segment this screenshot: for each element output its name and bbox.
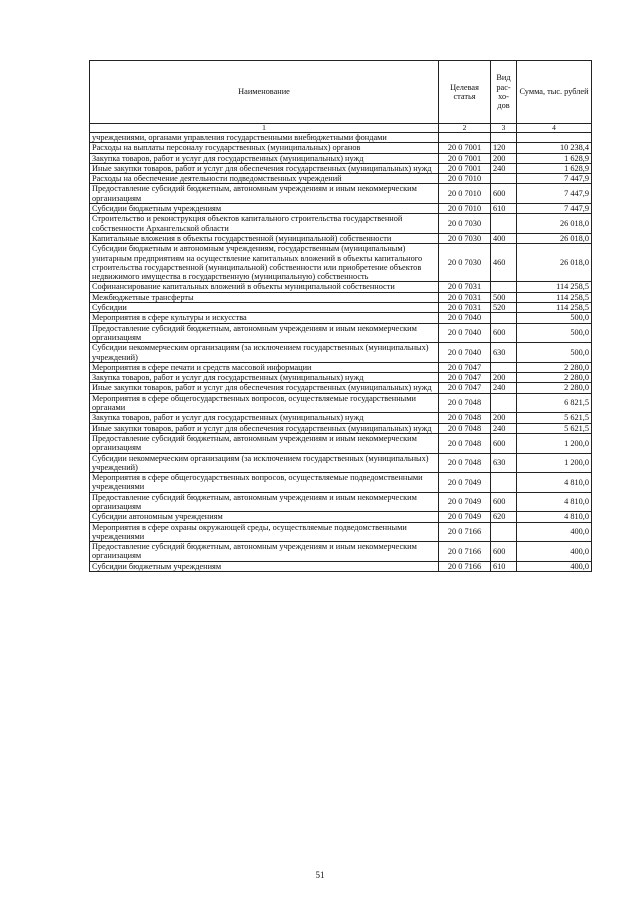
row-expense-type xyxy=(491,313,517,323)
row-sum: 26 018,0 xyxy=(517,214,592,234)
row-name: Предоставление субсидий бюджетным, автономным учреждениям и иным некоммерческим организациям xyxy=(90,433,439,453)
row-name: Закупка товаров, работ и услуг для государственных (муниципальных) нужд xyxy=(90,413,439,423)
row-target-article: 20 0 7031 xyxy=(439,282,491,292)
column-number: 1 xyxy=(90,124,439,133)
row-sum: 5 621,5 xyxy=(517,413,592,423)
page-number: 51 xyxy=(315,870,325,880)
row-target-article: 20 0 7001 xyxy=(439,153,491,163)
row-expense-type xyxy=(491,174,517,184)
table-row xyxy=(90,233,592,243)
row-sum: 26 018,0 xyxy=(517,244,592,282)
row-expense-type xyxy=(491,473,517,493)
row-sum: 400,0 xyxy=(517,522,592,542)
row-name: Иные закупки товаров, работ и услуг для обеспечения государственных (муниципальных) нужд xyxy=(90,163,439,173)
table-row xyxy=(90,313,592,323)
row-expense-type xyxy=(491,214,517,234)
row-name: Субсидии некоммерческим организациям (за исключением государственных (муниципальных) учреждений) xyxy=(90,453,439,473)
row-target-article: 20 0 7030 xyxy=(439,244,491,282)
row-name: Софинансирование капитальных вложений в объекты муниципальной собственности xyxy=(90,282,439,292)
row-sum: 26 018,0 xyxy=(517,233,592,243)
row-expense-type: 600 xyxy=(491,542,517,562)
row-expense-type: 200 xyxy=(491,373,517,383)
row-name: Расходы на выплаты персоналу государственных (муниципальных) органов xyxy=(90,143,439,153)
row-expense-type: 240 xyxy=(491,383,517,393)
row-target-article: 20 0 7001 xyxy=(439,163,491,173)
row-target-article: 20 0 7166 xyxy=(439,561,491,571)
table-row xyxy=(90,174,592,184)
table-row xyxy=(90,473,592,493)
row-target-article: 20 0 7031 xyxy=(439,292,491,302)
table-row xyxy=(90,522,592,542)
row-sum: 500,0 xyxy=(517,343,592,363)
table-row xyxy=(90,303,592,313)
row-expense-type: 240 xyxy=(491,423,517,433)
row-name: Субсидии бюджетным и автономным учреждениям, государственным (муниципальным) унитарным предприятиям на осуществление капитальных вложений в объекты капитального строительства государственной (муниципальной) собственности или приобретение объектов недвижимого имущества в государственную (муниципальную) собственность xyxy=(90,244,439,282)
row-target-article: 20 0 7048 xyxy=(439,413,491,423)
row-name: Субсидии некоммерческим организациям (за исключением государственных (муниципальных) учреждений) xyxy=(90,343,439,363)
row-name: Строительство и реконструкция объектов капитального строительства государственной собственности Архангельской области xyxy=(90,214,439,234)
table-row xyxy=(90,362,592,372)
row-target-article: 20 0 7047 xyxy=(439,362,491,372)
row-sum: 500,0 xyxy=(517,313,592,323)
table-row xyxy=(90,413,592,423)
table-row xyxy=(90,433,592,453)
row-sum: 4 810,0 xyxy=(517,492,592,512)
row-sum: 2 280,0 xyxy=(517,383,592,393)
row-target-article: 20 0 7040 xyxy=(439,343,491,363)
row-target-article: 20 0 7010 xyxy=(439,184,491,204)
row-name: Расходы на обеспечение деятельности подведомственных учреждений xyxy=(90,174,439,184)
row-name: Субсидии xyxy=(90,303,439,313)
row-sum: 2 280,0 xyxy=(517,373,592,383)
row-name: Предоставление субсидий бюджетным, автономным учреждениям и иным некоммерческим организациям xyxy=(90,492,439,512)
table-row xyxy=(90,423,592,433)
row-sum: 5 621,5 xyxy=(517,423,592,433)
table-row xyxy=(90,153,592,163)
header-name: Наименование xyxy=(90,61,439,124)
row-target-article xyxy=(439,133,491,143)
row-name: учреждениями, органами управления государственными внебюджетными фондами xyxy=(90,133,439,143)
row-sum: 1 628,9 xyxy=(517,153,592,163)
budget-table xyxy=(89,60,592,572)
row-sum: 400,0 xyxy=(517,561,592,571)
row-sum: 6 821,5 xyxy=(517,393,592,413)
column-number: 2 xyxy=(439,124,491,133)
row-name: Предоставление субсидий бюджетным, автономным учреждениям и иным некоммерческим организациям xyxy=(90,184,439,204)
row-target-article: 20 0 7031 xyxy=(439,303,491,313)
row-sum: 7 447,9 xyxy=(517,174,592,184)
table-row xyxy=(90,323,592,343)
row-target-article: 20 0 7048 xyxy=(439,433,491,453)
row-expense-type xyxy=(491,282,517,292)
row-expense-type: 240 xyxy=(491,163,517,173)
row-target-article: 20 0 7030 xyxy=(439,233,491,243)
row-name: Мероприятия в сфере общегосударственных вопросов, осуществляемые подведомственными учреждениями xyxy=(90,473,439,493)
row-sum: 2 280,0 xyxy=(517,362,592,372)
table-row xyxy=(90,204,592,214)
row-sum: 4 810,0 xyxy=(517,473,592,493)
row-expense-type xyxy=(491,133,517,143)
row-expense-type: 500 xyxy=(491,292,517,302)
table-row xyxy=(90,393,592,413)
table-row xyxy=(90,143,592,153)
header-expense-type: Вид рас-хо-дов xyxy=(491,61,517,124)
row-target-article: 20 0 7001 xyxy=(439,143,491,153)
column-number: 3 xyxy=(491,124,517,133)
row-name: Иные закупки товаров, работ и услуг для обеспечения государственных (муниципальных) нужд xyxy=(90,383,439,393)
row-name: Мероприятия в сфере охраны окружающей среды, осуществляемые подведомственными учреждениями xyxy=(90,522,439,542)
row-target-article: 20 0 7048 xyxy=(439,423,491,433)
table-row xyxy=(90,453,592,473)
row-sum: 1 628,9 xyxy=(517,163,592,173)
table-row xyxy=(90,133,592,143)
row-expense-type xyxy=(491,522,517,542)
row-sum: 4 810,0 xyxy=(517,512,592,522)
row-sum: 1 200,0 xyxy=(517,433,592,453)
row-expense-type: 200 xyxy=(491,413,517,423)
row-target-article: 20 0 7010 xyxy=(439,174,491,184)
row-expense-type: 460 xyxy=(491,244,517,282)
row-expense-type: 200 xyxy=(491,153,517,163)
table-body xyxy=(90,133,592,572)
header-target-article: Целевая статья xyxy=(439,61,491,124)
row-expense-type xyxy=(491,362,517,372)
table-header xyxy=(90,61,592,133)
row-target-article: 20 0 7047 xyxy=(439,383,491,393)
row-name: Субсидии автономным учреждениям xyxy=(90,512,439,522)
row-expense-type: 620 xyxy=(491,512,517,522)
table-row xyxy=(90,163,592,173)
row-sum: 114 258,5 xyxy=(517,282,592,292)
row-expense-type xyxy=(491,393,517,413)
row-sum: 10 238,4 xyxy=(517,143,592,153)
table-row xyxy=(90,561,592,571)
row-target-article: 20 0 7166 xyxy=(439,542,491,562)
row-expense-type: 600 xyxy=(491,323,517,343)
row-target-article: 20 0 7049 xyxy=(439,512,491,522)
table-row xyxy=(90,214,592,234)
table-row xyxy=(90,184,592,204)
table-row xyxy=(90,492,592,512)
column-number: 4 xyxy=(517,124,592,133)
row-target-article: 20 0 7040 xyxy=(439,313,491,323)
column-number-row xyxy=(90,124,592,133)
row-name: Субсидии бюджетным учреждениям xyxy=(90,204,439,214)
row-sum xyxy=(517,133,592,143)
row-target-article: 20 0 7049 xyxy=(439,473,491,493)
row-expense-type: 600 xyxy=(491,433,517,453)
row-sum: 7 447,9 xyxy=(517,184,592,204)
row-name: Субсидии бюджетным учреждениям xyxy=(90,561,439,571)
table-row xyxy=(90,542,592,562)
row-target-article: 20 0 7047 xyxy=(439,373,491,383)
row-expense-type: 610 xyxy=(491,204,517,214)
row-expense-type: 600 xyxy=(491,492,517,512)
row-sum: 400,0 xyxy=(517,542,592,562)
row-expense-type: 120 xyxy=(491,143,517,153)
row-target-article: 20 0 7040 xyxy=(439,323,491,343)
row-target-article: 20 0 7048 xyxy=(439,393,491,413)
row-name: Закупка товаров, работ и услуг для государственных (муниципальных) нужд xyxy=(90,153,439,163)
table-row xyxy=(90,292,592,302)
row-name: Иные закупки товаров, работ и услуг для обеспечения государственных (муниципальных) нужд xyxy=(90,423,439,433)
row-target-article: 20 0 7030 xyxy=(439,214,491,234)
row-name: Мероприятия в сфере общегосударственных вопросов, осуществляемые государственными органами xyxy=(90,393,439,413)
table-row xyxy=(90,383,592,393)
row-name: Закупка товаров, работ и услуг для государственных (муниципальных) нужд xyxy=(90,373,439,383)
row-expense-type: 630 xyxy=(491,453,517,473)
table-row xyxy=(90,244,592,282)
row-sum: 500,0 xyxy=(517,323,592,343)
row-target-article: 20 0 7048 xyxy=(439,453,491,473)
row-expense-type: 520 xyxy=(491,303,517,313)
row-expense-type: 400 xyxy=(491,233,517,243)
row-sum: 114 258,5 xyxy=(517,292,592,302)
row-sum: 1 200,0 xyxy=(517,453,592,473)
header-sum: Сумма, тыс. рублей xyxy=(517,61,592,124)
row-expense-type: 600 xyxy=(491,184,517,204)
table-row xyxy=(90,343,592,363)
row-name: Капитальные вложения в объекты государственной (муниципальной) собственности xyxy=(90,233,439,243)
row-sum: 114 258,5 xyxy=(517,303,592,313)
table-row xyxy=(90,282,592,292)
row-name: Предоставление субсидий бюджетным, автономным учреждениям и иным некоммерческим организациям xyxy=(90,323,439,343)
table-row xyxy=(90,373,592,383)
row-name: Мероприятия в сфере культуры и искусства xyxy=(90,313,439,323)
row-expense-type: 630 xyxy=(491,343,517,363)
row-target-article: 20 0 7049 xyxy=(439,492,491,512)
row-sum: 7 447,9 xyxy=(517,204,592,214)
row-name: Межбюджетные трансферты xyxy=(90,292,439,302)
row-name: Мероприятия в сфере печати и средств массовой информации xyxy=(90,362,439,372)
row-expense-type: 610 xyxy=(491,561,517,571)
row-target-article: 20 0 7166 xyxy=(439,522,491,542)
table-row xyxy=(90,512,592,522)
row-target-article: 20 0 7010 xyxy=(439,204,491,214)
row-name: Предоставление субсидий бюджетным, автономным учреждениям и иным некоммерческим организациям xyxy=(90,542,439,562)
